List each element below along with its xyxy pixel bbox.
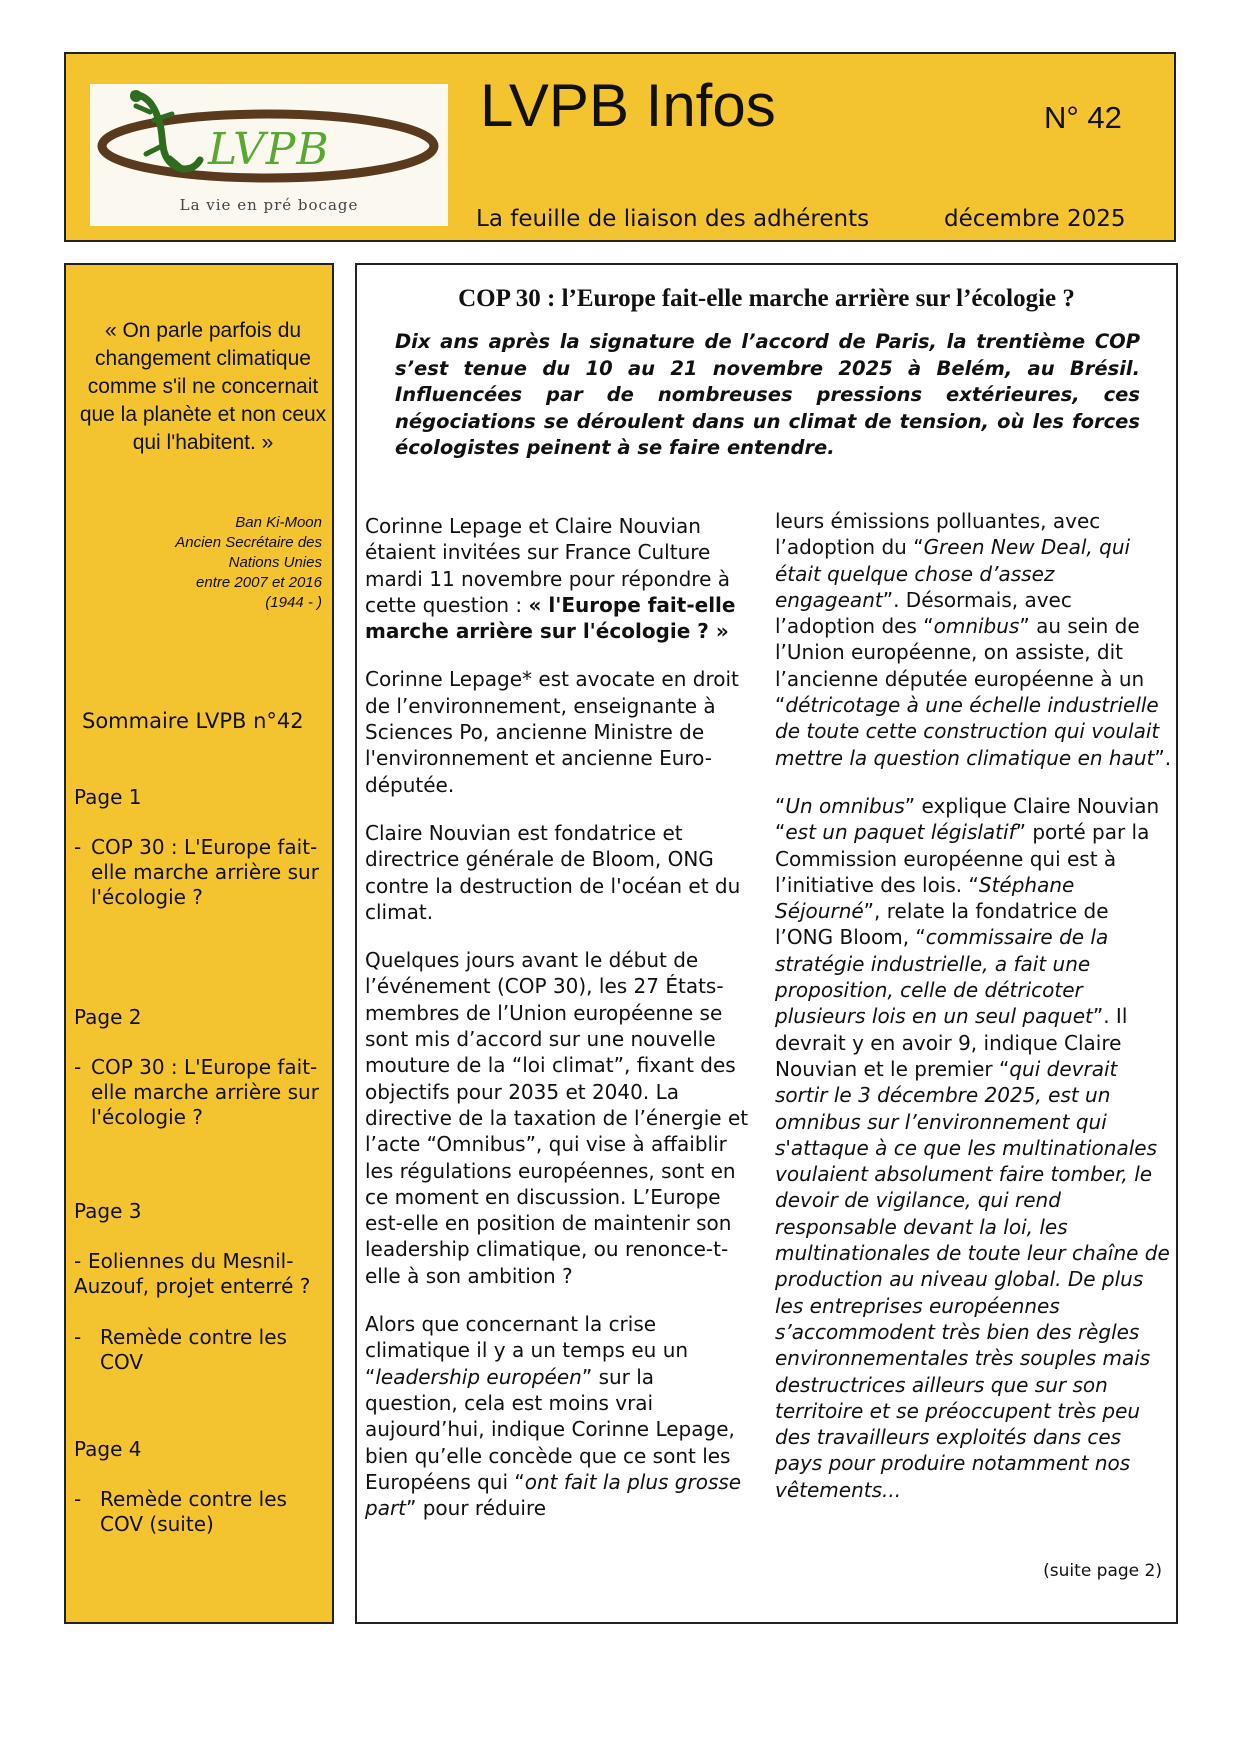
toc-item: - Remède contre les COV	[74, 1325, 324, 1375]
attribution-line: Nations Unies	[228, 554, 322, 571]
toc-page-label: Page 2	[74, 1005, 142, 1029]
toc-item-text: Remède contre les COV	[100, 1325, 287, 1374]
article-lead: Dix ans après la signature de l’accord de Paris, la trentième COP s’est tenue du 10 au 21 novembre 2025 à Belém, au Brésil. Influencées par de nombreuses pressions extérieures, ces négociations se déroulent dans un climat de tension, où les forces écologistes peinent à se faire entendre.	[395, 330, 1140, 459]
article-column-right	[775, 508, 1172, 1525]
attribution-line: entre 2007 et 2016	[196, 574, 322, 591]
paragraph: Corinne Lepage et Claire Nouvian étaient invitées sur France Culture mardi 11 novembre pour répondre à cette question : « l'Europe fait-elle marche arrière sur l'écologie ? »	[365, 514, 736, 644]
logo-wordmark: LVPB	[208, 124, 330, 175]
issue-number: N° 42	[1044, 100, 1122, 135]
paragraph: leurs émissions polluantes, avec l’adoption du “Green New Deal, qui était quelque chose d’assez engageant”. Désormais, avec l’adoption des “omnibus” au sein de l’Union européenne, on assiste, dit l’ancienne députée européenne à un “détricotage à une échelle industrielle de toute cette construction qui voulait mettre la question climatique en haut”.	[775, 509, 1172, 770]
attribution-line: Ban Ki-Moon	[235, 514, 322, 531]
toc-item: - Eoliennes du Mesnil-Auzouf, projet enterré ?	[74, 1249, 324, 1299]
quote-attribution	[72, 513, 322, 613]
toc-page-label: Page 4	[74, 1437, 142, 1461]
attribution-line: (1944 - )	[265, 594, 322, 611]
paragraph: “Un omnibus” explique Claire Nouvian “est un paquet législatif” porté par la Commission européenne qui est à l’initiative des lois. “Stéphane Séjourné”, relate la fondatrice de l’ONG Bloom, “commissaire de la stratégie industrielle, a fait une proposition, celle de détricoter plusieurs lois en un seul paquet”. Il devrait y en avoir 9, indique Claire Nouvian et le premier “qui devrait sortir le 3 décembre 2025, est un omnibus sur l’environnement qui s'attaque à ce que les multinationales voulaient absolument faire tomber, le devoir de vigilance, qui rend responsable devant la loi, les multinationales de toute leur chaîne de production au niveau global. De plus les entreprises européennes s’accommodent très bien des règles environnementales très souples mais destructrices ailleurs que sur son territoire et se préoccupent très peu des travailleurs exploités dans ces pays pour produire notamment nos vêtements...	[775, 793, 1170, 1502]
lvpb-logo	[90, 84, 448, 226]
toc-page-label: Page 3	[74, 1199, 142, 1223]
logo-tagline: La vie en pré bocage	[179, 196, 359, 214]
main-article	[355, 263, 1178, 1624]
toc-item-text: Remède contre les COV (suite)	[100, 1487, 287, 1536]
header-banner	[64, 52, 1176, 242]
paragraph: Quelques jours avant le début de l’événement (COP 30), les 27 États-membres de l’Union européenne se sont mis d’accord sur une nouvelle mouture de la “loi climat”, fixant des objectifs pour 2035 et 2040. La directive de la taxation de l’énergie et l’acte “Omnibus”, qui vise à affaiblir les régulations européennes, sont en ce moment en discussion. L’Europe est-elle en position de maintenir son leadership climatique, ou renonce-t-elle à son ambition ?	[365, 948, 749, 1288]
newsletter-subtitle: La feuille de liaison des adhérents	[476, 206, 870, 232]
article-title: COP 30 : l’Europe fait-elle marche arrière sur l’écologie ?	[458, 285, 1075, 312]
sidebar-quote: « On parle parfois du changement climatique comme s'il ne concernait que la planète et non ceux qui l'habitent. »	[79, 319, 327, 454]
toc-item: - Remède contre les COV (suite)	[74, 1487, 324, 1537]
sidebar	[64, 263, 334, 1624]
attribution-line: Ancien Secrétaire des	[175, 534, 322, 551]
toc-title: Sommaire LVPB n°42	[82, 709, 304, 733]
toc-item-text: COP 30 : L'Europe fait-elle marche arrière sur l'écologie ?	[91, 835, 319, 909]
toc-page-label: Page 1	[74, 785, 142, 809]
paragraph: Corinne Lepage* est avocate en droit de l’environnement, enseignante à Sciences Po, ancienne Ministre de l'environnement et ancienne Euro-députée.	[365, 667, 739, 797]
paragraph: Alors que concernant la crise climatique il y a un temps eu un “leadership européen” sur la question, cela est moins vrai aujourd’hui, indique Corinne Lepage, bien qu’elle concède que ce sont les Européens qui “ont fait la plus grosse part” pour réduire	[365, 1312, 742, 1521]
toc-item-text: COP 30 : L'Europe fait-elle marche arrière sur l'écologie ?	[91, 1055, 319, 1129]
continued-link[interactable]: (suite page 2)	[1043, 1561, 1162, 1581]
newsletter-title: LVPB Infos	[480, 72, 776, 139]
toc-item: - COP 30 : L'Europe fait-elle marche arrière sur l'écologie ?	[74, 1055, 324, 1130]
issue-date: décembre 2025	[944, 206, 1126, 232]
article-column-left	[365, 513, 750, 1543]
toc-item-text: Eoliennes du Mesnil-Auzouf, projet enterré ?	[74, 1249, 311, 1298]
paragraph: Claire Nouvian est fondatrice et directrice générale de Bloom, ONG contre la destruction de l'océan et du climat.	[365, 820, 741, 924]
toc-item: - COP 30 : L'Europe fait-elle marche arrière sur l'écologie ?	[74, 835, 324, 910]
